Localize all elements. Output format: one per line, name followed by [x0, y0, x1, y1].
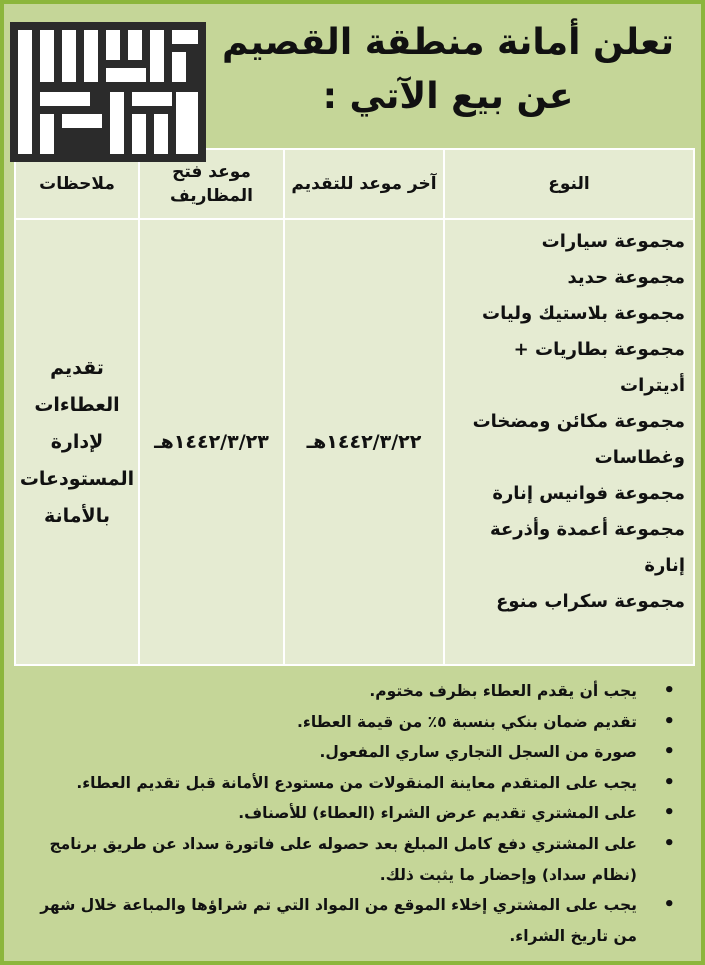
- type-item: مجموعة أعمدة وأذرعة إنارة: [490, 519, 685, 576]
- condition-item: • يجب على المتقدم معاينة المنقولات من مستودع الأمانة قبل تقديم العطاء.: [18, 768, 665, 799]
- title-line-1: تعلن أمانة منطقة القصيم: [222, 22, 674, 63]
- type-item: مجموعة بطاريات + أديترات: [513, 339, 685, 396]
- title-line-2: عن بيع الآتي :: [322, 76, 574, 117]
- open-date-cell: ١٤٤٢/٣/٢٣هـ: [139, 219, 284, 665]
- header-type: النوع: [444, 149, 694, 219]
- announcement-title: [209, 14, 687, 122]
- types-cell: [444, 219, 694, 665]
- type-item: مجموعة سكراب منوع: [496, 591, 685, 612]
- amanah-logo: [10, 22, 206, 162]
- condition-item: • صورة من السجل التجاري ساري المفعول.: [18, 737, 665, 768]
- header-open-date: موعد فتح المظاريف: [139, 149, 284, 219]
- condition-item: • يجب أن يقدم العطاء بظرف مختوم.: [18, 676, 665, 707]
- last-date-cell: ١٤٤٢/٣/٢٢هـ: [284, 219, 444, 665]
- type-item: مجموعة مكائن ومضخات وغطاسات: [472, 411, 685, 468]
- type-item: مجموعة سيارات: [541, 231, 685, 252]
- type-item: مجموعة فوانيس إنارة: [492, 483, 685, 504]
- sale-items-table: [14, 148, 695, 666]
- header: [4, 4, 701, 148]
- condition-item: • على المشتري تقديم عرض الشراء (العطاء) للأصناف.: [18, 798, 665, 829]
- condition-item: • على المشتري دفع كامل المبلغ بعد حصوله على فاتورة سداد عن طريق برنامج (نظام سداد) وإحضار ما يثبت ذلك.: [18, 829, 665, 890]
- conditions-list: [4, 676, 701, 951]
- header-notes: ملاحظات: [15, 149, 139, 219]
- notes-cell: تقديم العطاءات لإدارة المستودعات بالأمانة: [15, 219, 139, 665]
- condition-item: • تقديم ضمان بنكي بنسبة ٥٪ من قيمة العطاء.: [18, 707, 665, 738]
- table-row: [15, 219, 694, 665]
- type-item: مجموعة حديد: [567, 267, 685, 288]
- header-last-date: آخر موعد للتقديم: [284, 149, 444, 219]
- condition-item: • يجب على المشتري إخلاء الموقع من المواد التي تم شراؤها والمباعة خلال شهر من تاريخ الشراء.: [18, 890, 665, 951]
- type-item: مجموعة بلاستيك وليات: [482, 303, 685, 324]
